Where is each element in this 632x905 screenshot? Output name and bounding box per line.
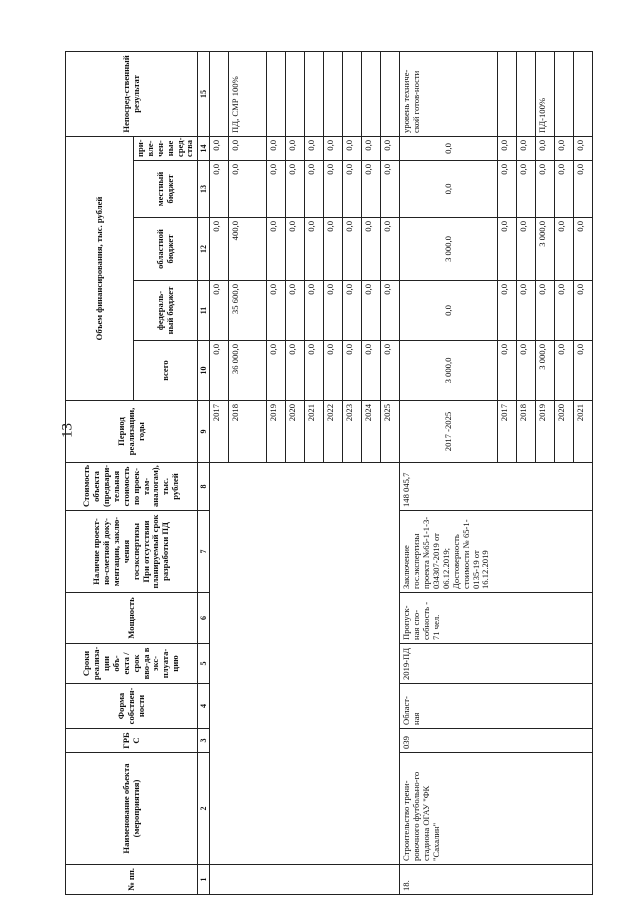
column-number: 11: [198, 281, 210, 341]
total-cell: 0,0: [343, 341, 362, 401]
local-cell: 0,0: [498, 161, 517, 218]
total-cell: 0,0: [305, 341, 324, 401]
table-body: [198, 51, 593, 894]
regional-cell: 0,0: [381, 218, 400, 281]
federal-cell: 0,0: [343, 281, 362, 341]
regional-cell: 0,0: [362, 218, 381, 281]
result-cell: [517, 51, 536, 136]
regional-cell: 3 000,0: [400, 218, 498, 281]
column-number: 2: [198, 753, 210, 865]
local-cell: 0,0: [381, 161, 400, 218]
rotated-table-frame: [65, 52, 588, 895]
year-cell: 2017: [498, 401, 517, 463]
regional-cell: 0,0: [210, 218, 229, 281]
table-row-18: [400, 51, 498, 894]
object-cost: 148 045,7: [400, 463, 593, 511]
other-cell: 0,0: [498, 136, 517, 160]
local-cell: 0,0: [305, 161, 324, 218]
terms: 2019-ПД: [400, 644, 593, 684]
grbs-code: 039: [400, 729, 593, 753]
column-number-row: [198, 51, 210, 894]
table-row: [210, 51, 229, 894]
documentation: Заключение гос.экспертизы проекта №65-1-1-3-034307-2019 от 06.12.2019; Достоверность стоимости № 65-1-0135-19 от 16.12.2019: [400, 511, 593, 593]
year-cell: 2019: [267, 401, 286, 463]
header-other: при-вле-чен-ные сред-ства: [134, 136, 198, 160]
federal-cell: 0,0: [324, 281, 343, 341]
column-number: 5: [198, 644, 210, 684]
column-number: 15: [198, 51, 210, 136]
result-cell: [267, 51, 286, 136]
other-cell: 0,0: [362, 136, 381, 160]
local-cell: 0,0: [229, 161, 267, 218]
header-cost: Стоимость объекта (предвари-тельная стоимость по проек-там-аналогам), тыс. рублей: [66, 463, 198, 511]
other-cell: 0,0: [555, 136, 574, 160]
year-cell: 2020: [286, 401, 305, 463]
page-number: 13: [59, 423, 76, 438]
year-cell: 2022: [324, 401, 343, 463]
local-cell: 0,0: [324, 161, 343, 218]
other-cell: 0,0: [267, 136, 286, 160]
federal-cell: 0,0: [555, 281, 574, 341]
regional-cell: 0,0: [517, 218, 536, 281]
header-no: № пп.: [66, 865, 198, 895]
regional-cell: 0,0: [555, 218, 574, 281]
year-cell: 2024: [362, 401, 381, 463]
federal-cell: 0,0: [381, 281, 400, 341]
column-number: 9: [198, 401, 210, 463]
column-number: 4: [198, 684, 210, 729]
total-cell: 0,0: [381, 341, 400, 401]
local-cell: 0,0: [362, 161, 381, 218]
result-cell: [381, 51, 400, 136]
other-cell: 0,0: [517, 136, 536, 160]
local-cell: 0,0: [267, 161, 286, 218]
header-docs: Наличие проект-но-сметной доку-ментации, заклю-чения госэкспертизы При отсутствии планируемый срок разработки ПД: [66, 511, 198, 593]
regional-cell: 400,0: [229, 218, 267, 281]
federal-cell: 0,0: [210, 281, 229, 341]
result-cell: [498, 51, 517, 136]
total-cell: 0,0: [210, 341, 229, 401]
other-cell: 0,0: [381, 136, 400, 160]
header-federal: федераль-ный бюджет: [134, 281, 198, 341]
total-cell: 0,0: [324, 341, 343, 401]
header-capacity: Мощность: [66, 593, 198, 644]
result-cell: [305, 51, 324, 136]
year-cell: 2021: [305, 401, 324, 463]
column-number: 8: [198, 463, 210, 511]
federal-cell: 0,0: [267, 281, 286, 341]
result-cell: [324, 51, 343, 136]
funding-table: [65, 51, 593, 895]
other-cell: 0,0: [324, 136, 343, 160]
result-cell: уровень техниче-ской готов-ности: [400, 51, 498, 136]
total-cell: 0,0: [574, 341, 593, 401]
total-cell: 0,0: [555, 341, 574, 401]
column-number: 1: [198, 865, 210, 895]
regional-cell: 0,0: [574, 218, 593, 281]
header-ownership: Форма собствен-ности: [66, 684, 198, 729]
local-cell: 0,0: [517, 161, 536, 218]
other-cell: 0,0: [400, 136, 498, 160]
local-cell: 0,0: [286, 161, 305, 218]
other-cell: 0,0: [343, 136, 362, 160]
header-name: Наименование объекта (мероприятия): [66, 753, 198, 865]
total-cell: 0,0: [517, 341, 536, 401]
year-cell: 2023: [343, 401, 362, 463]
header-funding: Объем финансирования, тыс. рублей: [66, 136, 134, 400]
continued-name-cell: [210, 463, 400, 865]
result-cell: [286, 51, 305, 136]
result-cell: [574, 51, 593, 136]
local-cell: 0,0: [343, 161, 362, 218]
result-cell: [362, 51, 381, 136]
local-cell: 0,0: [536, 161, 555, 218]
total-cell: 3 000,0: [536, 341, 555, 401]
federal-cell: 0,0: [498, 281, 517, 341]
federal-cell: 35 600,0: [229, 281, 267, 341]
local-cell: 0,0: [400, 161, 498, 218]
total-cell: 0,0: [267, 341, 286, 401]
period-cell: 2017 -2025: [400, 401, 498, 463]
regional-cell: 0,0: [343, 218, 362, 281]
column-number: 3: [198, 729, 210, 753]
total-cell: 0,0: [286, 341, 305, 401]
column-number: 12: [198, 218, 210, 281]
federal-cell: 0,0: [574, 281, 593, 341]
year-cell: 2019: [536, 401, 555, 463]
federal-cell: 0,0: [536, 281, 555, 341]
column-number: 14: [198, 136, 210, 160]
column-number: 13: [198, 161, 210, 218]
regional-cell: 0,0: [324, 218, 343, 281]
row-number: 18.: [400, 865, 593, 895]
total-cell: 36 000,0: [229, 341, 267, 401]
header-terms: Сроки реализа-ции объ-екта / срок вво-да в экс-плуата-цию: [66, 644, 198, 684]
other-cell: 0,0: [574, 136, 593, 160]
object-name: Строительство трени-ровочного футбольно-го стадиона ОГАУ "ФК "Сахалин": [400, 753, 593, 865]
header-result: Непосред-ственный результат: [66, 51, 198, 136]
header-grbs: ГРБ С: [66, 729, 198, 753]
regional-cell: 0,0: [305, 218, 324, 281]
year-cell: 2021: [574, 401, 593, 463]
local-cell: 0,0: [574, 161, 593, 218]
total-cell: 0,0: [362, 341, 381, 401]
continued-no-cell: [210, 865, 400, 895]
regional-cell: 0,0: [286, 218, 305, 281]
header-total: всего: [134, 341, 198, 401]
year-cell: 2017: [210, 401, 229, 463]
result-cell: ПД-100%: [536, 51, 555, 136]
total-cell: 0,0: [498, 341, 517, 401]
federal-cell: 0,0: [305, 281, 324, 341]
column-number: 6: [198, 593, 210, 644]
regional-cell: 0,0: [267, 218, 286, 281]
other-cell: 0,0: [286, 136, 305, 160]
regional-cell: 3 000,0: [536, 218, 555, 281]
local-cell: 0,0: [210, 161, 229, 218]
year-cell: 2025: [381, 401, 400, 463]
other-cell: 0,0: [229, 136, 267, 160]
result-cell: [210, 51, 229, 136]
federal-cell: 0,0: [362, 281, 381, 341]
local-cell: 0,0: [555, 161, 574, 218]
result-cell: [555, 51, 574, 136]
column-number: 10: [198, 341, 210, 401]
header-local: местный бюджет: [134, 161, 198, 218]
year-cell: 2020: [555, 401, 574, 463]
year-cell: 2018: [517, 401, 536, 463]
other-cell: 0,0: [305, 136, 324, 160]
column-number: 7: [198, 511, 210, 593]
federal-cell: 0,0: [517, 281, 536, 341]
result-cell: ПД, СМР 100%: [229, 51, 267, 136]
other-cell: 0,0: [536, 136, 555, 160]
result-cell: [343, 51, 362, 136]
header-regional: областной бюджет: [134, 218, 198, 281]
total-cell: 3 000,0: [400, 341, 498, 401]
other-cell: 0,0: [210, 136, 229, 160]
federal-cell: 0,0: [286, 281, 305, 341]
regional-cell: 0,0: [498, 218, 517, 281]
ownership: Област-ная: [400, 684, 593, 729]
year-cell: 2018: [229, 401, 267, 463]
federal-cell: 0,0: [400, 281, 498, 341]
capacity: Пропуск-ная спо-собность - 71 чел.: [400, 593, 593, 644]
header-period: Период реализации, годы: [66, 401, 198, 463]
